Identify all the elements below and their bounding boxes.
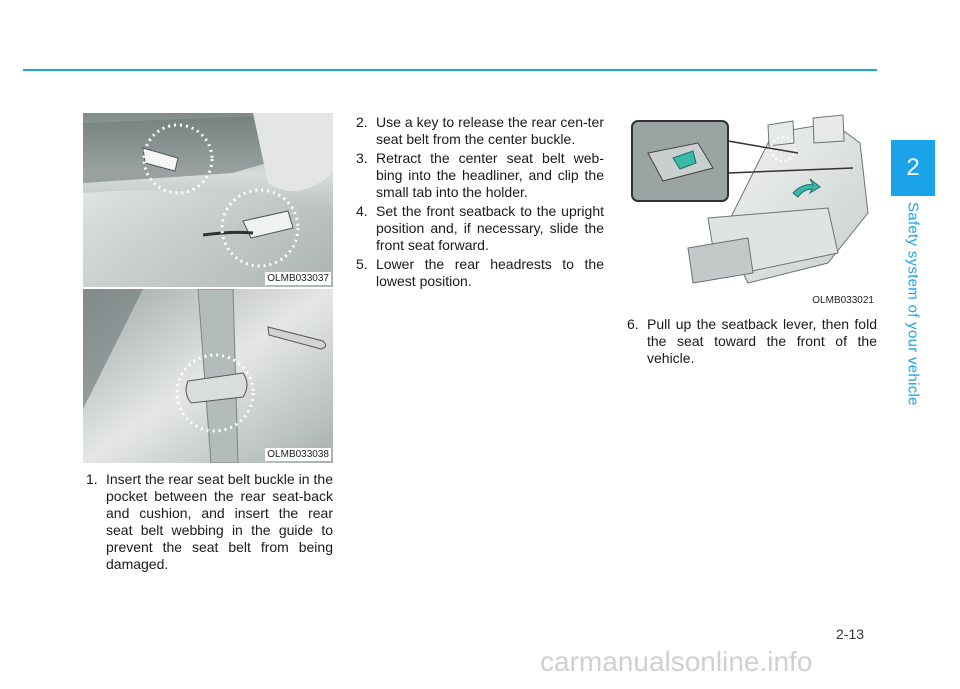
steps-right bbox=[627, 316, 877, 369]
steps-middle bbox=[356, 114, 604, 292]
steps-left bbox=[86, 471, 333, 575]
watermark: carmanualsonline.info bbox=[540, 646, 813, 677]
step-number: 6. bbox=[627, 316, 639, 332]
step-item bbox=[356, 256, 604, 290]
figure-seatbelt-buckle-pocket bbox=[83, 113, 333, 287]
seat-illustration-1 bbox=[83, 113, 333, 287]
step-item bbox=[86, 471, 333, 573]
step-number: 1. bbox=[86, 471, 98, 487]
chapter-title: Safety system of your vehicle bbox=[904, 202, 922, 406]
step-item bbox=[627, 316, 877, 367]
step-number: 4. bbox=[356, 203, 368, 219]
step-text: Retract the center seat belt web-bing into the headliner, and clip the small tab into the holder. bbox=[376, 150, 604, 200]
step-text: Insert the rear seat belt buckle in the pocket between the rear seat-back and cushion, and insert the rear seat belt webbing in the guide to prevent the seat belt from being damaged. bbox=[106, 471, 333, 572]
chapter-number: 2 bbox=[891, 140, 935, 196]
figure-code: OLMB033037 bbox=[267, 273, 329, 284]
figure-seatbelt-guide bbox=[83, 289, 333, 463]
figure-code: OLMB033021 bbox=[812, 295, 874, 306]
step-text: Use a key to release the rear cen-ter seat belt from the center buckle. bbox=[376, 114, 604, 147]
step-item bbox=[356, 203, 604, 254]
step-number: 3. bbox=[356, 150, 368, 166]
step-item bbox=[356, 114, 604, 148]
step-text: Pull up the seatback lever, then fold the seat toward the front of the vehicle. bbox=[647, 316, 877, 366]
figure-code: OLMB033038 bbox=[267, 449, 329, 460]
step-number: 2. bbox=[356, 114, 368, 130]
top-rule bbox=[23, 69, 877, 71]
step-text: Lower the rear headrests to the lowest position. bbox=[376, 256, 604, 289]
step-text: Set the front seatback to the upright position and, if necessary, slide the front seat forward. bbox=[376, 203, 604, 253]
figure-fold-seatback bbox=[628, 113, 878, 309]
chapter-side-tab bbox=[891, 140, 935, 410]
step-number: 5. bbox=[356, 256, 368, 272]
seat-illustration-2 bbox=[83, 289, 333, 463]
page-number: 2-13 bbox=[836, 626, 865, 642]
step-item bbox=[356, 150, 604, 201]
seat-illustration-3 bbox=[628, 113, 878, 309]
